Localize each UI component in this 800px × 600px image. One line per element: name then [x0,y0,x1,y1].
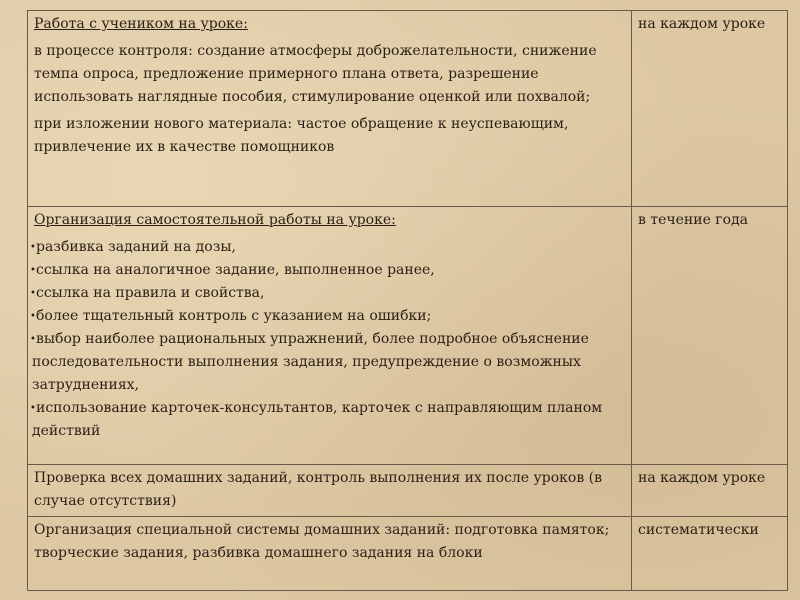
bullet-icon: • [30,334,36,345]
table-row [28,207,788,465]
row-when: на каждом уроке [632,465,788,517]
row-paragraph: при изложении нового материала: частое обращение к неуспевающим, привлечение их в качестве помощников [34,116,569,155]
row-content: Организация специальной системы домашних заданий: подготовка памяток; творческие задания, разбивка домашнего задания на блоки [28,517,632,591]
row-when: на каждом уроке [632,11,788,207]
table-row [28,517,788,591]
row-when: систематически [632,517,788,591]
bullet-icon: • [30,242,36,253]
list-item: • более тщательный контроль с указанием на ошибки; [32,305,627,328]
bullet-icon: • [30,403,36,414]
list-item: • выбор наиболее рациональных упражнений, более подробное объяснение последовательности выполнения задания, предупреждение о возможных затруднениях, [32,328,627,397]
row-content [28,207,632,465]
list-item: • разбивка заданий на дозы, [32,236,627,259]
table-row [28,465,788,517]
list-item: • ссылка на аналогичное задание, выполненное ранее, [32,259,627,282]
bullet-list [28,236,627,443]
row-title: Организация самостоятельной работы на уроке: [34,212,396,228]
plan-table [27,10,788,591]
bullet-icon: • [30,311,36,322]
list-item: • ссылка на правила и свойства, [32,282,627,305]
row-content: Проверка всех домашних заданий, контроль выполнения их после уроков (в случае отсутствия) [28,465,632,517]
bullet-icon: • [30,288,36,299]
row-title: Работа с учеником на уроке: [34,16,248,32]
row-paragraph: в процессе контроля: создание атмосферы доброжелательности, снижение темпа опроса, предложение примерного плана ответа, разрешение использовать наглядные пособия, стимулирование оценкой или похвалой; [34,43,597,105]
row-content [28,11,632,207]
bullet-icon: • [30,265,36,276]
table-row [28,11,788,207]
row-when: в течение года [632,207,788,465]
list-item: • использование карточек-консультантов, карточек с направляющим планом действий [32,397,627,443]
